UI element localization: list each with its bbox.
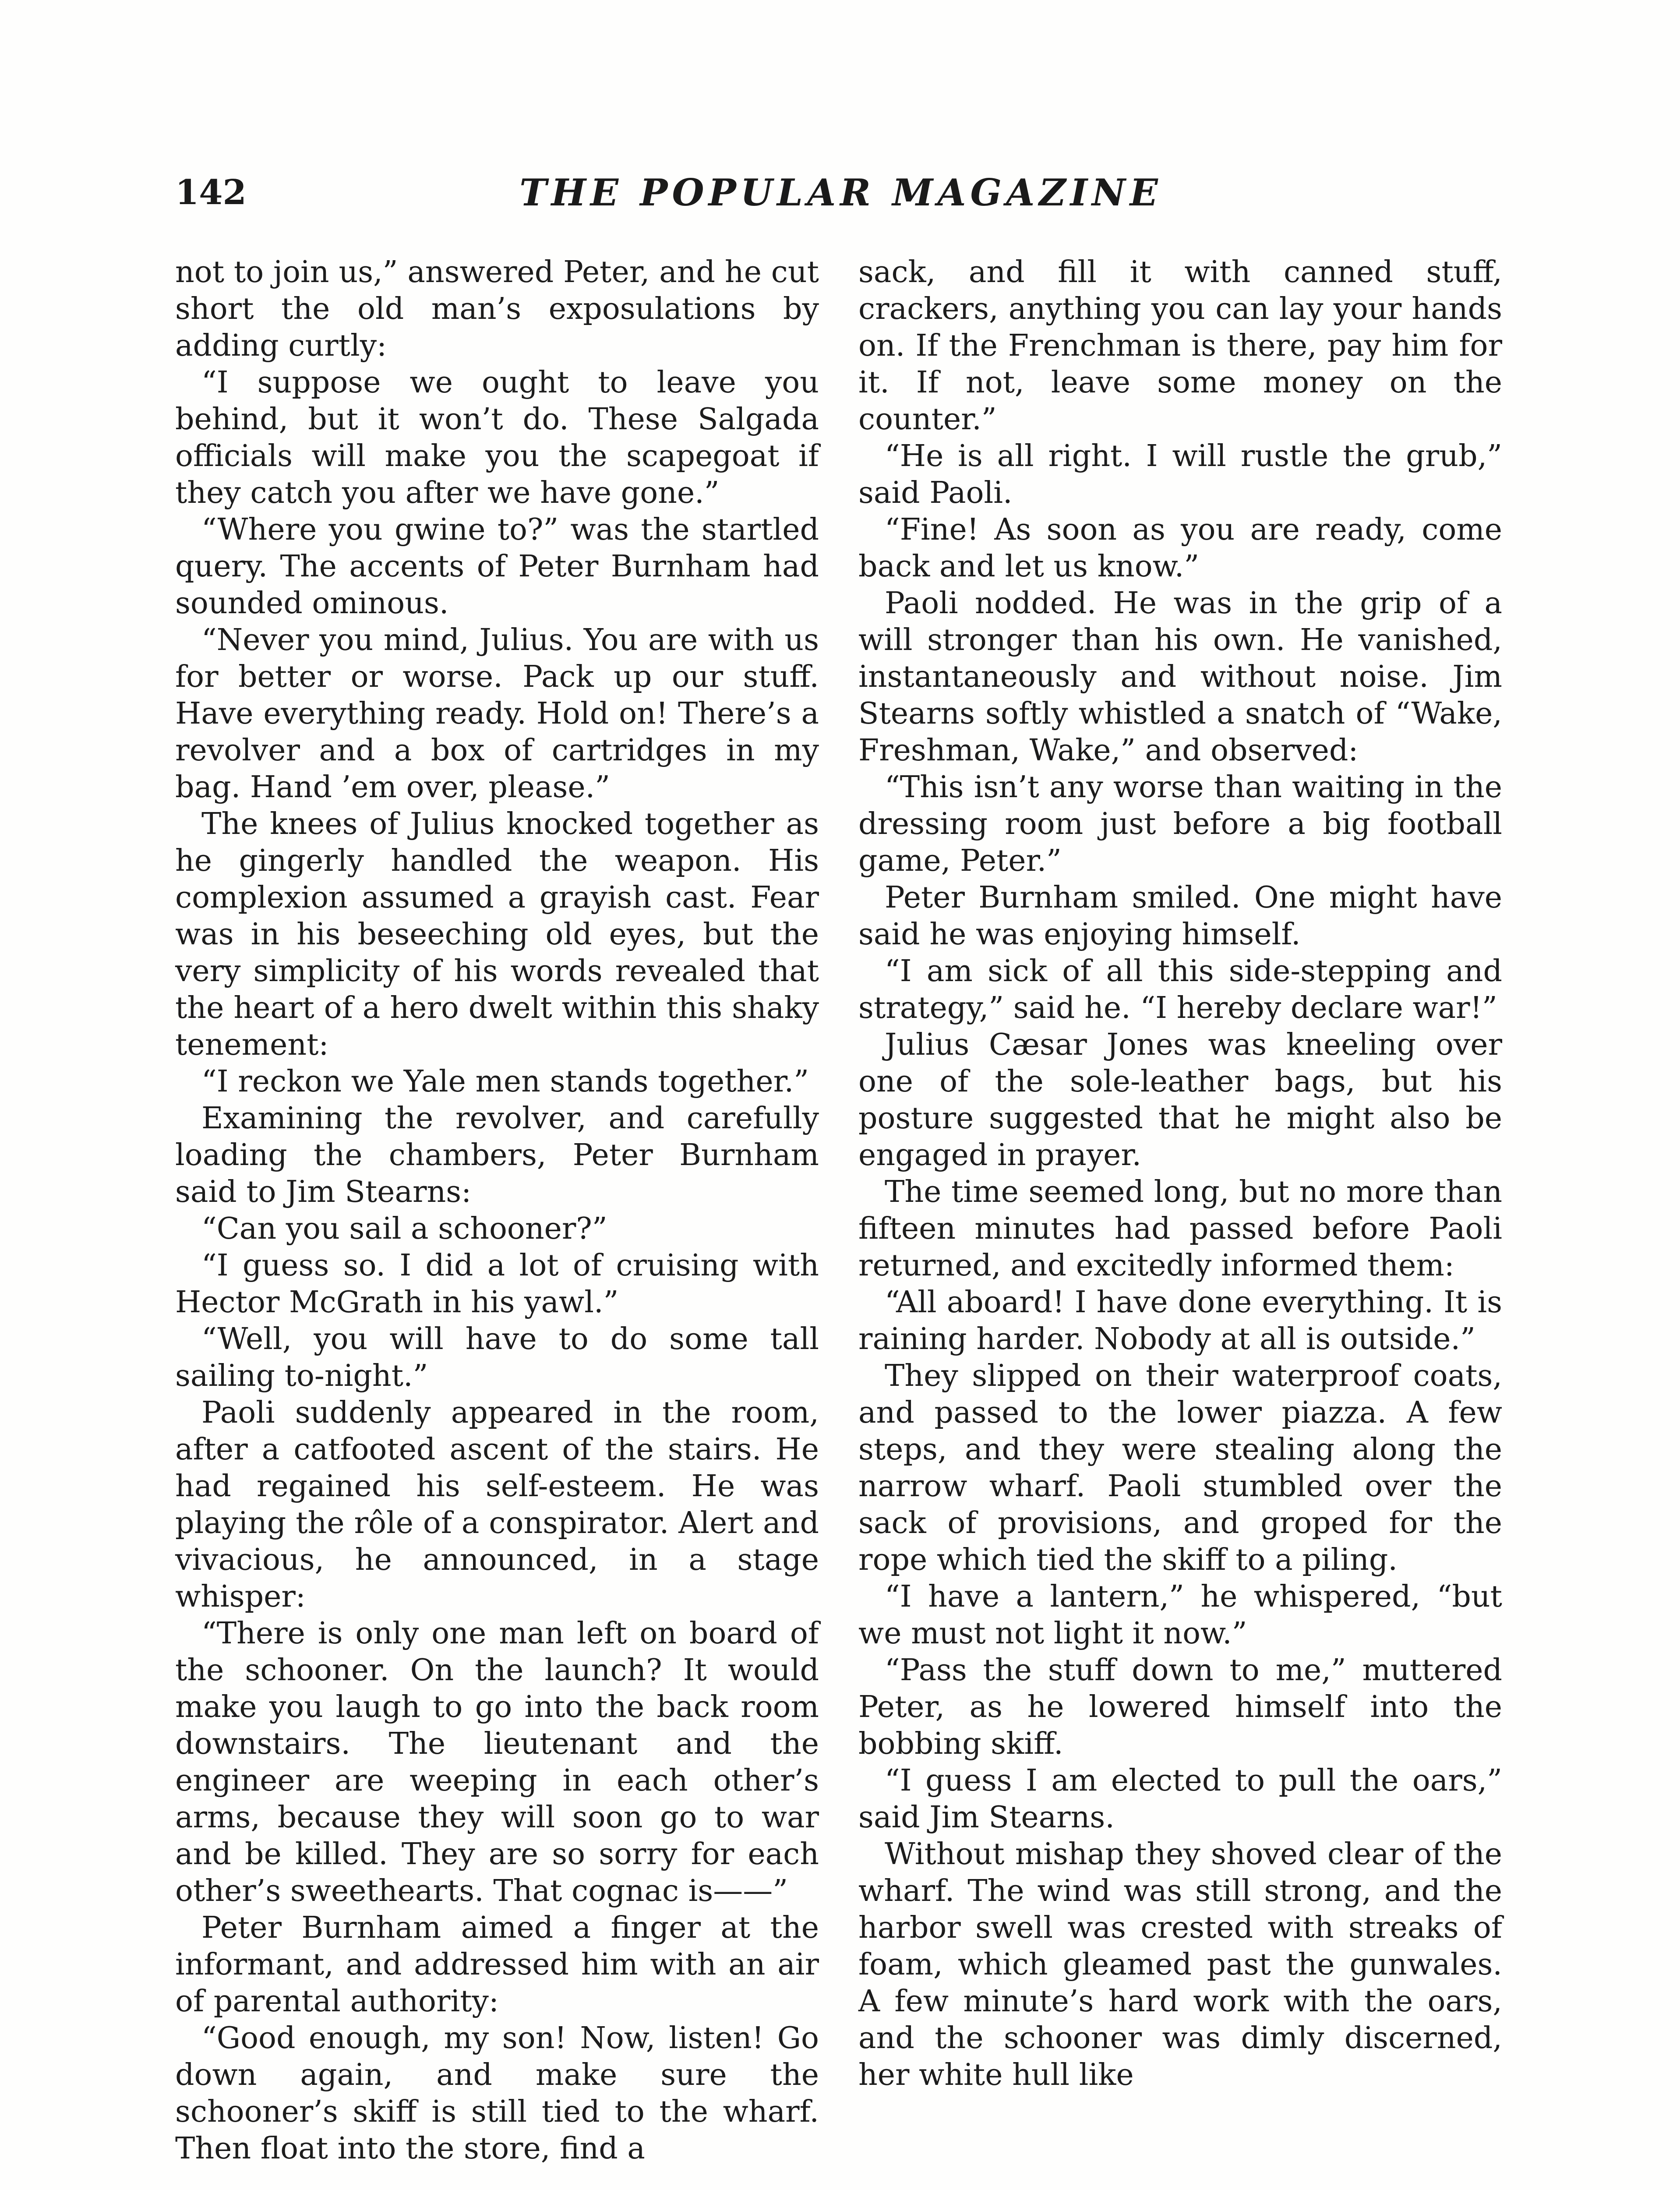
paragraph: Without mishap they shoved clear of the wharf. The wind was still strong, and the harbor swell was crested with streaks of foam, which gleamed past the gunwales. A few minute’s hard work with the oars, and the schooner was dimly discerned, her white hull like <box>858 1837 1502 2092</box>
paragraph: sack, and fill it with canned stuff, crackers, anything you can lay your hands on. If the Frenchman is there, pay him for it. If not, leave some money on the counter.” <box>858 255 1502 437</box>
paragraph: “Well, you will have to do some tall sailing to-night.” <box>175 1322 819 1393</box>
paragraph: Examining the revolver, and carefully loading the chambers, Peter Burnham said to Jim Stearns: <box>175 1101 819 1209</box>
left-text-column <box>175 254 819 2190</box>
paragraph: “I have a lantern,” he whispered, “but we must not light it now.” <box>858 1579 1502 1651</box>
paragraph: “I am sick of all this side-stepping and strategy,” said he. “I hereby declare war!” <box>858 954 1502 1025</box>
paragraph: “Good enough, my son! Now, listen! Go down again, and make sure the schooner’s skiff is still tied to the wharf. Then float into the store, find a <box>175 2021 819 2166</box>
magazine-title: THE POPULAR MAGAZINE <box>519 171 1162 214</box>
paragraph: not to join us,” answered Peter, and he cut short the old man’s exposulations by adding curtly: <box>175 255 819 363</box>
paragraph: “Where you gwine to?” was the startled query. The accents of Peter Burnham had sounded ominous. <box>175 512 819 621</box>
paragraph: “Can you sail a schooner?” <box>201 1212 607 1246</box>
paragraph: Julius Cæsar Jones was kneeling over one of the sole-leather bags, but his posture suggested that he might also be engaged in prayer. <box>858 1028 1502 1173</box>
paragraph: Paoli nodded. He was in the grip of a will stronger than his own. He vanished, instantaneously and without noise. Jim Stearns softly whistled a snatch of “Wake, Freshman, Wake,” and observed: <box>858 586 1502 768</box>
paragraph: “I guess I am elected to pull the oars,” said Jim Stearns. <box>858 1763 1502 1835</box>
page-header <box>175 166 1507 219</box>
right-text-column <box>858 254 1502 2190</box>
paragraph: “Fine! As soon as you are ready, come back and let us know.” <box>858 512 1502 584</box>
paragraph: Peter Burnham aimed a finger at the informant, and addressed him with an air of parental authority: <box>175 1911 819 2019</box>
paragraph: “All aboard! I have done everything. It is raining harder. Nobody at all is outside.” <box>858 1285 1502 1356</box>
paragraph: “There is only one man left on board of the schooner. On the launch? It would make you laugh to go into the back room downstairs. The lieutenant and the engineer are weeping in each other’s arms, because they will soon go to war and be killed. They are so sorry for each other’s sweethearts. That cognac is——” <box>175 1616 819 1908</box>
paragraph: The time seemed long, but no more than fifteen minutes had passed before Paoli returned, and excitedly informed them: <box>858 1175 1502 1283</box>
paragraph: The knees of Julius knocked together as he gingerly handled the weapon. His complexion assumed a grayish cast. Fear was in his beseeching old eyes, but the very simplicity of his words revealed that the heart of a hero dwelt within this shaky tenement: <box>175 807 819 1062</box>
paragraph: “Pass the stuff down to me,” muttered Peter, as he lowered himself into the bobbing skiff. <box>858 1653 1502 1761</box>
paragraph: “I reckon we Yale men stands together.” <box>201 1064 809 1099</box>
page-number: 142 <box>175 173 247 212</box>
paragraph: “I guess so. I did a lot of cruising with Hector McGrath in his yawl.” <box>175 1248 819 1320</box>
paragraph: They slipped on their waterproof coats, and passed to the lower piazza. A few steps, and they were stealing along the narrow wharf. Paoli stumbled over the sack of provisions, and groped for the rope which tied the skiff to a piling. <box>858 1359 1502 1577</box>
paragraph: Peter Burnham smiled. One might have said he was enjoying himself. <box>858 880 1502 952</box>
paragraph: “Never you mind, Julius. You are with us for better or worse. Pack up our stuff. Have everything ready. Hold on! There’s a revolver and a box of cartridges in my bag. Hand ’em over, please.” <box>175 623 819 805</box>
paragraph: “This isn’t any worse than waiting in the dressing room just before a big football game, Peter.” <box>858 770 1502 878</box>
paragraph: “He is all right. I will rustle the grub,” said Paoli. <box>858 439 1502 510</box>
paragraph: Paoli suddenly appeared in the room, after a catfooted ascent of the stairs. He had regained his self-esteem. He was playing the rôle of a conspirator. Alert and vivacious, he announced, in a stage whisper: <box>175 1395 819 1614</box>
paragraph: “I suppose we ought to leave you behind, but it won’t do. These Salgada officials will make you the scapegoat if they catch you after we have gone.” <box>175 365 819 510</box>
